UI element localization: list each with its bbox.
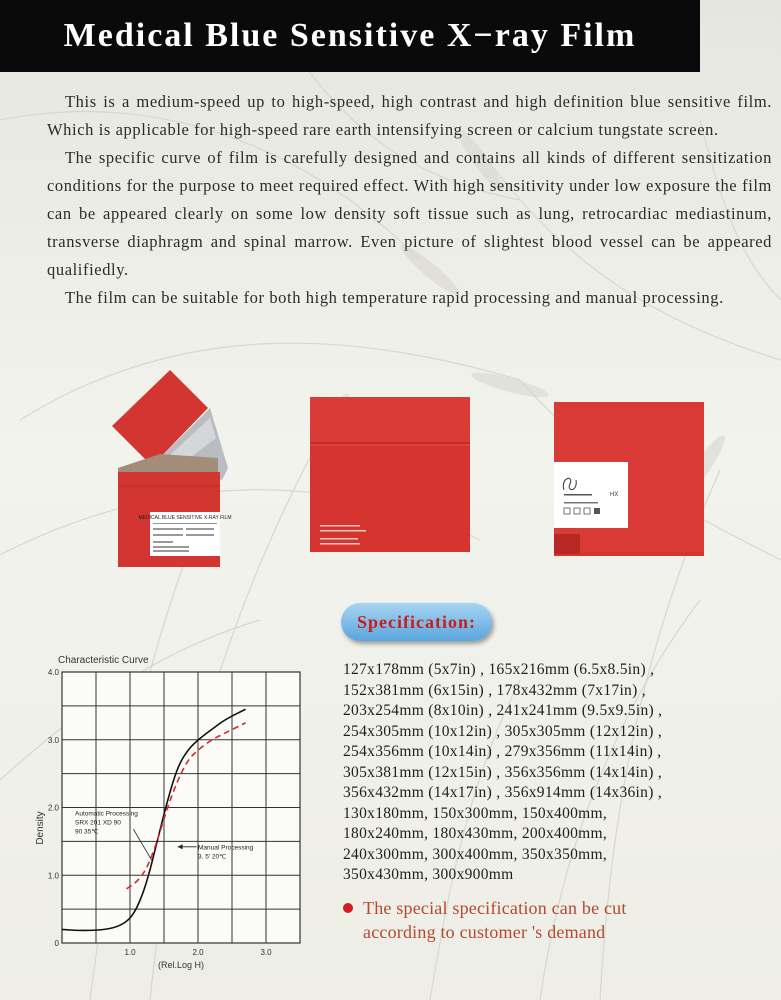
x-tick-label: 1.0 [124,948,136,957]
y-tick-label: 0 [54,939,59,948]
manual-processing-label: 3. 5′ 20℃ [198,853,227,861]
description-paragraph: This is a medium-speed up to high-speed, high contrast and high definition blue sensitive film. Which is applicable for high-speed rare earth intensifying screen or calcium tungstate screen. [47,92,772,139]
special-spec-note-text: The special specification can be cut according to customer 's demand [363,898,627,942]
size-line: 254x305mm (10x12in) , 305x305mm (12x12in) , [343,722,663,740]
specification-sizes [343,660,773,886]
product-photo-open-box [90,368,240,573]
page-title: Medical Blue Sensitive X−ray Film [63,17,637,54]
characteristic-curve-chart [30,650,320,980]
specification-heading-text: Specification: [357,611,476,632]
bullet-icon [343,903,353,913]
size-line: 130x180mm, 150x300mm, 150x400mm, [343,804,608,822]
box-label-code: HX [610,492,619,498]
description-paragraph: The specific curve of film is carefully designed and contains all kinds of different sensitization conditions for the purpose to meet required effect. With high sensitivity under low exposure the film can be appeared clearly on some low density soft tissue such as lung, retrocardiac mediastinum, transverse diaphragm and spinal marrow. Even picture of slightest blood vessel can be appeared qualifiedly. [47,148,772,279]
y-tick-label: 3.0 [47,735,59,745]
size-line: 152x381mm (6x15in) , 178x432mm (7x17in) , [343,681,646,699]
description [47,88,772,312]
description-paragraph: The film can be suitable for both high temperature rapid processing and manual processing. [65,288,724,307]
product-photo-red-envelope [308,395,474,557]
x-tick-label: 3.0 [260,948,272,957]
chart-title: Characteristic Curve [58,655,149,666]
box-label-text: MEDICAL BLUE SENSITIVE X-RAY FILM [138,515,232,521]
specification-heading [341,603,492,641]
product-photo-labeled-box [550,400,710,560]
size-line: 356x432mm (14x17in) , 356x914mm (14x36in) , [343,784,663,801]
size-line: 180x240mm, 180x430mm, 200x400mm, [343,825,608,842]
size-line: 203x254mm (8x10in) , 241x241mm (9.5x9.5in) , [343,702,663,719]
size-line: 350x430mm, 300x900mm [343,866,514,883]
size-line: 254x356mm (10x14in) , 279x356mm (11x14in) , [343,743,662,760]
y-tick-label: 2.0 [47,803,59,813]
y-axis-label: Density [35,811,46,845]
y-tick-label: 1.0 [47,871,59,881]
automatic-processing-label: 90 35℃ [75,828,99,836]
x-axis-label: (Rel.Log H) [157,960,205,970]
automatic-processing-label: Automatic Processing [75,810,138,818]
automatic-processing-label: SRX 201 XD 90 [75,819,121,827]
size-line: 305x381mm (12x15in) , 356x356mm (14x14in) , [343,763,663,781]
title-bar [0,0,700,72]
size-line: 240x300mm, 300x400mm, 350x350mm, [343,845,608,863]
x-tick-label: 2.0 [192,948,204,957]
y-tick-label: 4.0 [47,668,59,677]
manual-processing-label: Manual Processing [198,844,254,852]
special-spec-note [343,897,673,944]
size-line: 127x178mm (5x7in) , 165x216mm (6.5x8.5in) , [343,661,655,678]
